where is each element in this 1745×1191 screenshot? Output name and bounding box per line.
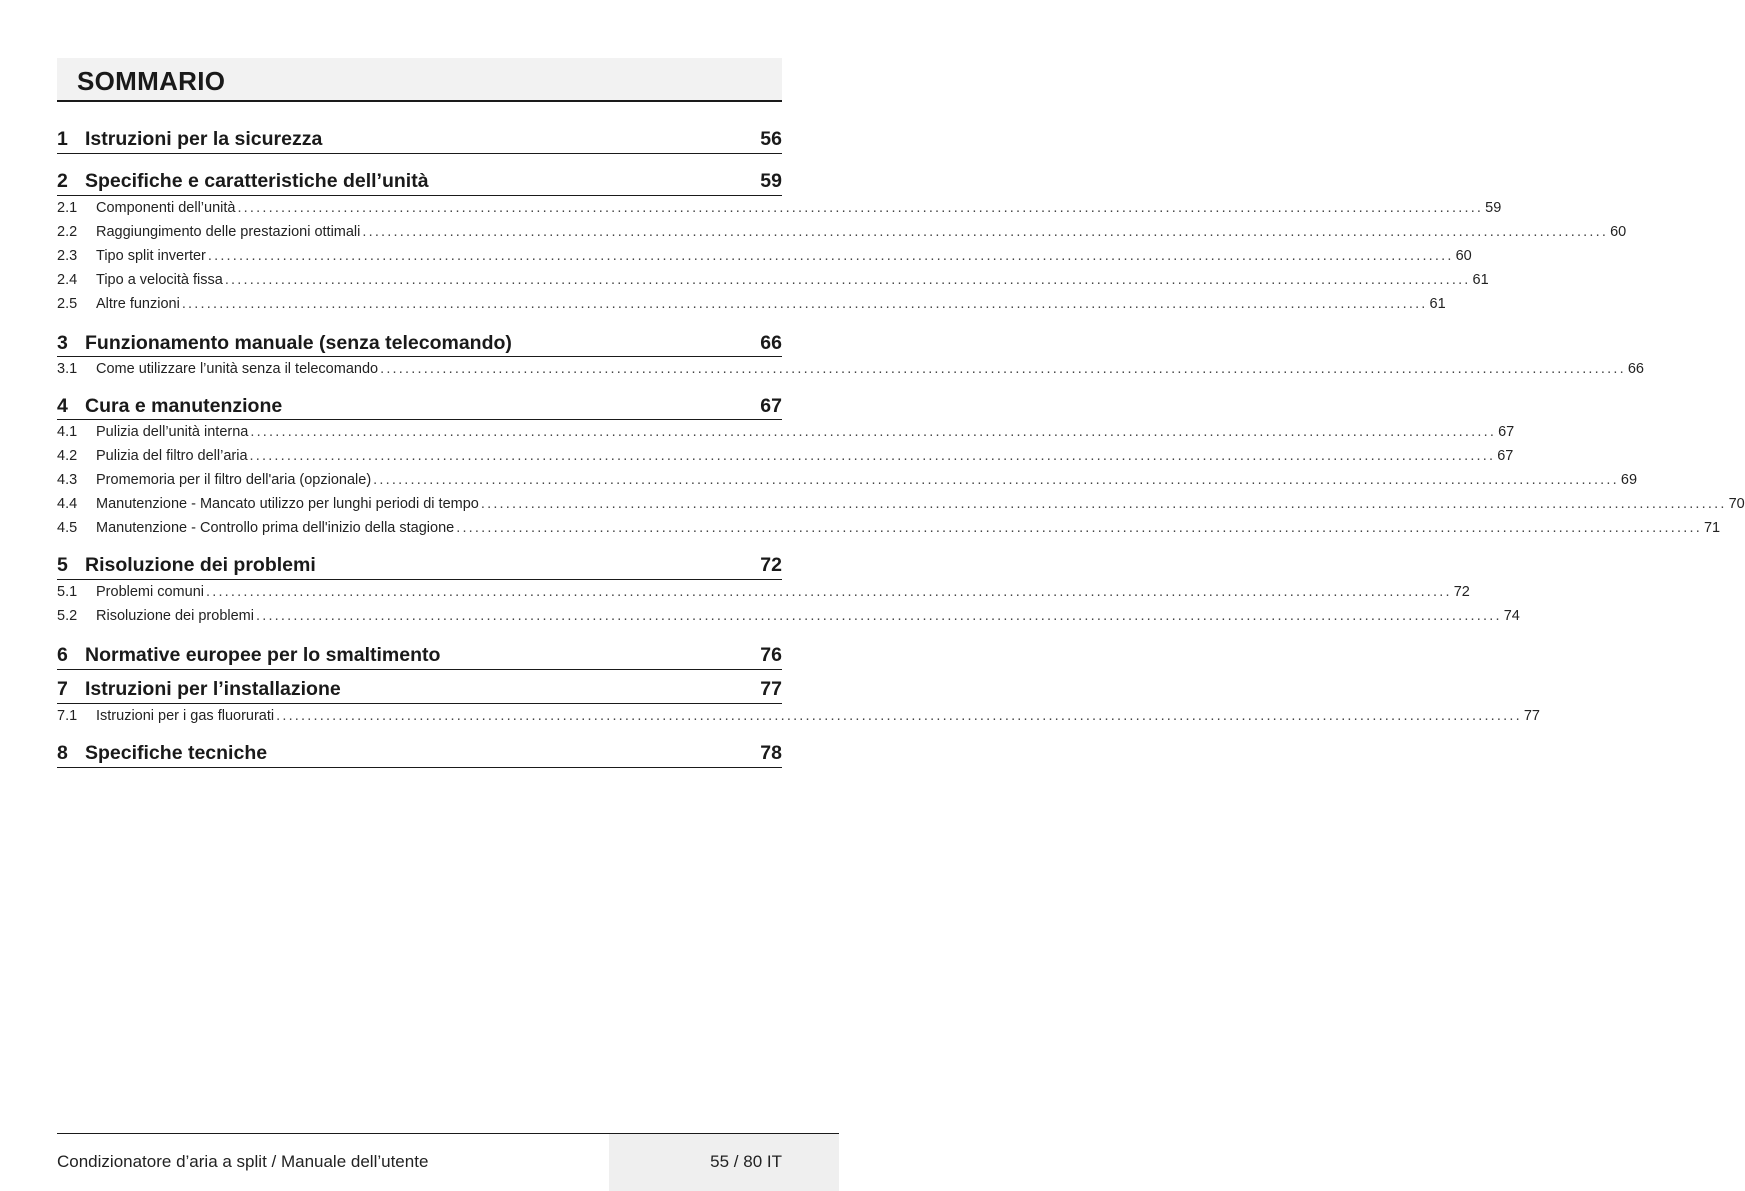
subsection-title: Come utilizzare l’unità senza il telecomando [96, 361, 379, 377]
footer-page-indicator: 55 / 80 IT [710, 1152, 782, 1171]
subsection-number: 2.4 [57, 272, 78, 288]
dot-leader: ........................................................................................................................................................................................................ [249, 448, 1496, 464]
chapter-number: 8 [57, 742, 68, 764]
chapter-title: Funzionamento manuale (senza telecomando) [85, 331, 512, 354]
chapter-page: 78 [760, 742, 782, 764]
toc-subsection-2.4[interactable] [57, 272, 1489, 296]
chapter-number: 1 [57, 128, 68, 150]
dot-leader: ........................................................................................................................................................................................................ [206, 584, 1452, 600]
subsection-title: Istruzioni per i gas fluorurati [96, 708, 275, 724]
toc-subsection-4.4[interactable] [57, 496, 1745, 520]
subsection-list [57, 196, 1627, 322]
subsection-title: Manutenzione - Controllo prima dell'inizio della stagione [96, 520, 455, 536]
toc-subsection-2.3[interactable] [57, 248, 1472, 272]
subsection-number: 3.1 [57, 361, 78, 377]
dot-leader: ........................................................................................................................................................................................................ [237, 200, 1484, 216]
toc-subsection-4.1[interactable] [57, 424, 1515, 448]
chapter-page: 76 [760, 644, 782, 666]
chapter-title: Istruzioni per l’installazione [85, 678, 341, 700]
dot-leader: ........................................................................................................................................................................................................ [373, 472, 1619, 488]
chapter-number: 3 [57, 331, 68, 354]
chapter-page: 66 [760, 331, 782, 354]
chapter-page: 72 [760, 554, 782, 576]
subsection-title: Raggiungimento delle prestazioni ottimali [96, 224, 361, 240]
toc-subsection-2.1[interactable] [57, 200, 1502, 224]
chapter-title: Specifiche e caratteristiche dell’unità [85, 170, 429, 192]
subsection-page: 77 [1523, 708, 1540, 724]
subsection-number: 4.2 [57, 448, 78, 464]
chapter-page: 67 [760, 394, 782, 417]
chapter-number: 2 [57, 170, 68, 192]
chapter-title: Normative europee per lo smaltimento [85, 644, 441, 666]
subsection-page: 66 [1627, 361, 1644, 377]
subsection-page: 74 [1503, 608, 1520, 624]
toc-chapter-3[interactable] [57, 322, 782, 357]
subsection-page: 60 [1610, 224, 1627, 240]
subsection-page: 72 [1453, 584, 1470, 600]
dot-leader: ........................................................................................................................................................................................................ [456, 520, 1702, 536]
dot-leader: ........................................................................................................................................................................................................ [362, 224, 1609, 240]
toc-subsection-4.3[interactable] [57, 472, 1638, 496]
toc-subsection-5.2[interactable] [57, 608, 1520, 632]
chapter-number: 4 [57, 394, 68, 417]
subsection-number: 4.5 [57, 520, 78, 536]
subsection-title: Tipo a velocità fissa [96, 272, 223, 288]
chapter-page: 59 [760, 170, 782, 192]
chapter-number: 7 [57, 678, 68, 700]
subsection-number: 2.5 [57, 296, 78, 312]
subsection-page: 60 [1455, 248, 1472, 264]
subsection-number: 2.1 [57, 200, 78, 216]
subsection-number: 5.1 [57, 584, 78, 600]
footer-manual-title: Condizionatore d’aria a split / Manuale dell’utente [57, 1152, 429, 1171]
dot-leader: ........................................................................................................................................................................................................ [480, 496, 1727, 512]
toc-subsection-5.1[interactable] [57, 584, 1470, 608]
subsection-list [57, 357, 1644, 387]
toc-subsection-2.2[interactable] [57, 224, 1627, 248]
toc-subsection-2.5[interactable] [57, 296, 1446, 320]
subsection-title: Pulizia dell’unità interna [96, 424, 249, 440]
subsection-title: Manutenzione - Mancato utilizzo per lunghi periodi di tempo [96, 496, 479, 512]
dot-leader: ........................................................................................................................................................................................................ [224, 272, 1471, 288]
toc-subsection-4.2[interactable] [57, 448, 1514, 472]
toc-chapter-5[interactable] [57, 546, 782, 580]
dot-leader: ........................................................................................................................................................................................................ [181, 296, 1428, 312]
subsection-number: 5.2 [57, 608, 78, 624]
subsection-page: 67 [1497, 448, 1514, 464]
dot-leader: ........................................................................................................................................................................................................ [207, 248, 1454, 264]
toc-subsection-7.1[interactable] [57, 708, 1540, 732]
chapter-title: Cura e manutenzione [85, 394, 283, 417]
subsection-title: Tipo split inverter [96, 248, 206, 264]
subsection-number: 4.1 [57, 424, 78, 440]
subsection-page: 70 [1728, 496, 1745, 512]
subsection-title: Altre funzioni [96, 296, 180, 312]
subsection-number: 2.2 [57, 224, 78, 240]
subsection-title: Risoluzione dei problemi [96, 608, 254, 624]
table-of-contents [57, 120, 1745, 768]
subsection-list [57, 704, 1540, 734]
toc-chapter-6[interactable] [57, 634, 782, 670]
toc-subsection-4.5[interactable] [57, 520, 1721, 544]
subsection-page: 61 [1429, 296, 1446, 312]
subsection-list [57, 580, 1520, 634]
dot-leader: ........................................................................................................................................................................................................ [250, 424, 1497, 440]
chapter-number: 5 [57, 554, 68, 576]
dot-leader: ........................................................................................................................................................................................................ [380, 361, 1626, 377]
subsection-title: Promemoria per il filtro dell'aria (opzionale) [96, 472, 372, 488]
chapter-title: Istruzioni per la sicurezza [85, 128, 323, 150]
subsection-number: 2.3 [57, 248, 78, 264]
chapter-title: Specifiche tecniche [85, 742, 268, 764]
subsection-page: 59 [1485, 200, 1502, 216]
subsection-title: Problemi comuni [96, 584, 204, 600]
chapter-page: 56 [760, 128, 782, 150]
subsection-page: 61 [1472, 272, 1489, 288]
toc-subsection-3.1[interactable] [57, 361, 1644, 385]
subsection-list [57, 420, 1745, 546]
page-title: SOMMARIO [77, 66, 226, 96]
chapter-title: Risoluzione dei problemi [85, 554, 316, 576]
subsection-title: Pulizia del filtro dell’aria [96, 448, 248, 464]
subsection-number: 4.3 [57, 472, 78, 488]
toc-chapter-1[interactable] [57, 120, 782, 154]
chapter-number: 6 [57, 644, 68, 666]
title-bar [57, 58, 782, 102]
toc-chapter-4[interactable] [57, 387, 782, 420]
toc-chapter-8[interactable] [57, 734, 782, 768]
dot-leader: ........................................................................................................................................................................................................ [255, 608, 1502, 624]
subsection-title: Componenti dell’unità [96, 200, 236, 216]
toc-chapter-7[interactable] [57, 670, 782, 704]
subsection-number: 4.4 [57, 496, 78, 512]
subsection-page: 71 [1703, 520, 1721, 536]
subsection-page: 69 [1620, 472, 1638, 488]
subsection-number: 7.1 [57, 708, 78, 724]
subsection-page: 67 [1498, 424, 1515, 440]
chapter-page: 77 [760, 678, 782, 700]
toc-chapter-2[interactable] [57, 154, 782, 196]
dot-leader: ........................................................................................................................................................................................................ [276, 708, 1522, 724]
